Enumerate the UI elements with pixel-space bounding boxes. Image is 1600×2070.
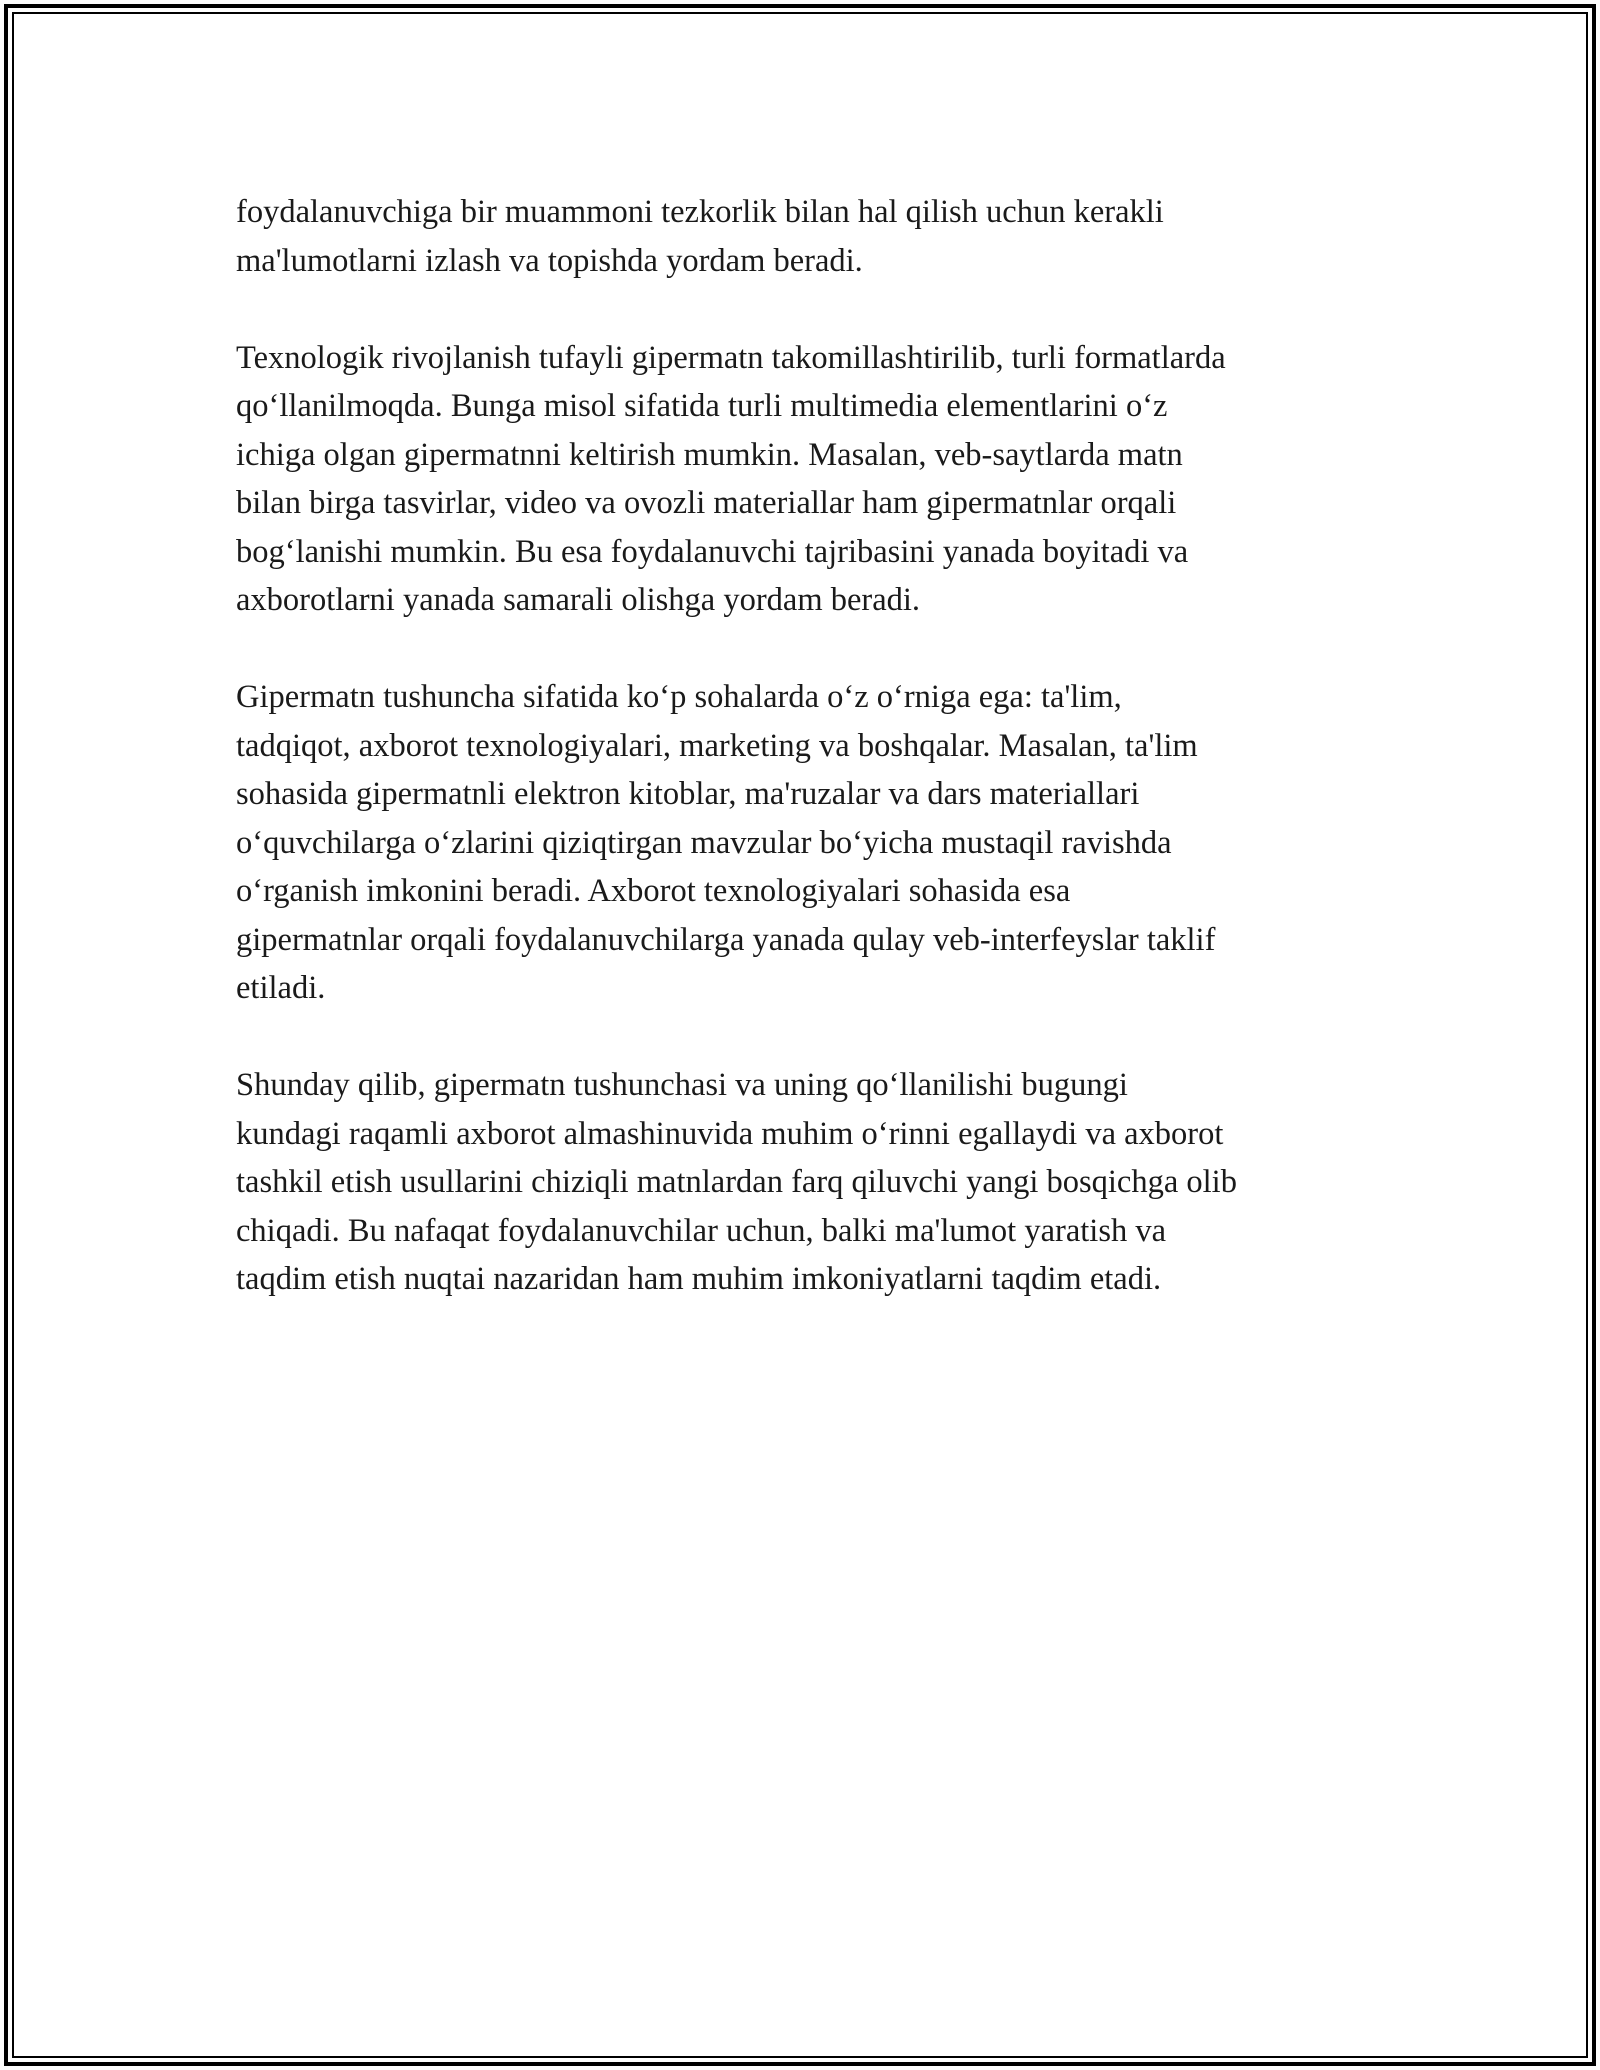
paragraph-2: Texnologik rivojlanish tufayli gipermatn takomillashtirilib, turli formatlarda qo‘llanilmoqda. Bunga misol sifatida turli multimedia elementlarini o‘z ichiga olgan gipermatnni keltirish mumkin. Masalan, veb-saytlarda matn bilan birga tasvirlar, video va ovozli materiallar ham gipermatnlar orqali bog‘lanishi mumkin. Bu esa foydalanuvchi tajribasini yanada boyitadi va axborotlarni yanada samarali olishga yordam beradi. xyxy=(236,339,1226,618)
paragraph-4: Shunday qilib, gipermatn tushunchasi va uning qo‘llanilishi bugungi kundagi raqamli axborot almashinuvida muhim o‘rinni egallaydi va axborot tashkil etish usullarini chiziqli matnlardan farq qiluvchi yangi bosqichga olib chiqadi. Bu nafaqat foydalanuvchilar uchun, balki ma'lumot yaratish va taqdim etish nuqtai nazaridan ham muhim imkoniyatlarni taqdim etadi. xyxy=(236,1067,1237,1297)
document-body xyxy=(236,188,1376,1352)
paragraph-3: Gipermatn tushuncha sifatida ko‘p sohalarda o‘z o‘rniga ega: ta'lim, tadqiqot, axborot texnologiyalari, marketing va boshqalar. Masalan, ta'lim sohasida gipermatnli elektron kitoblar, ma'ruzalar va dars materiallari o‘quvchilarga o‘zlarini qiziqtirgan mavzular bo‘yicha mustaqil ravishda o‘rganish imkonini beradi. Axborot texnologiyalari sohasida esa gipermatnlar orqali foydalanuvchilarga yanada qulay veb-interfeyslar taklif etiladi. xyxy=(236,679,1216,1006)
paragraph-1: foydalanuvchiga bir muammoni tezkorlik bilan hal qilish uchun kerakli ma'lumotlarni izlash va topishda yordam beradi. xyxy=(236,194,1164,279)
